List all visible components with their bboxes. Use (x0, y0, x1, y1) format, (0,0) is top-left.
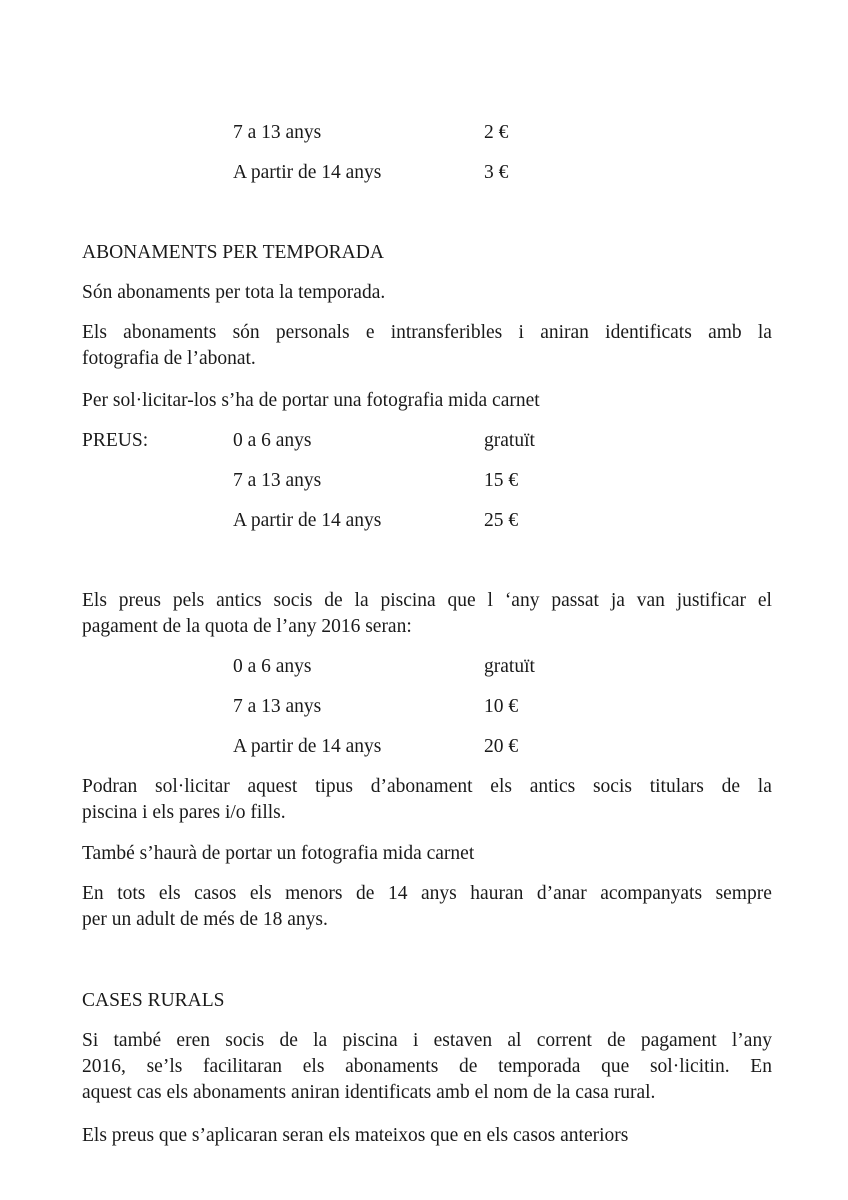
rural-paragraph-1 (82, 1028, 772, 1106)
members-price-value-2: 10 € (484, 696, 519, 717)
members-paragraph-3-line-1: En tots els casos els menors de 14 anys hauran d’anar acompanyats sempre (82, 883, 772, 904)
season-prices-label: PREUS: (82, 430, 149, 451)
season-paragraph-3: Per sol·licitar-los s’ha de portar una fotografia mida carnet (82, 390, 540, 411)
season-paragraph-2-line-2: fotografia de l’abonat. (82, 348, 256, 369)
rural-paragraph-1-line-1: Si també eren socis de la piscina i estaven al corrent de pagament l’any (82, 1030, 772, 1051)
members-price-value-3: 20 € (484, 736, 519, 757)
members-paragraph-1 (82, 774, 772, 826)
rural-paragraph-1-line-2: 2016, se’ls facilitaran els abonaments de temporada que sol·licitin. En (82, 1056, 772, 1077)
members-price-label-2: 7 a 13 anys (233, 696, 322, 717)
members-intro (82, 588, 772, 640)
top-price-label-1: 7 a 13 anys (233, 122, 322, 143)
members-paragraph-2: També s’haurà de portar un fotografia mida carnet (82, 843, 475, 864)
season-heading: ABONAMENTS PER TEMPORADA (82, 242, 384, 263)
rural-heading: CASES RURALS (82, 990, 225, 1011)
season-price-value-2: 15 € (484, 470, 519, 491)
season-price-label-3: A partir de 14 anys (233, 510, 382, 531)
members-paragraph-3 (82, 881, 772, 933)
season-paragraph-2 (82, 320, 772, 372)
members-intro-line-1: Els preus pels antics socis de la piscina que l ‘any passat ja van justificar el (82, 590, 772, 611)
members-price-value-1: gratuït (484, 656, 535, 677)
season-price-value-1: gratuït (484, 430, 535, 451)
season-price-label-1: 0 a 6 anys (233, 430, 312, 451)
season-paragraph-2-line-1: Els abonaments són personals e intransferibles i aniran identificats amb la (82, 322, 772, 343)
members-paragraph-3-line-2: per un adult de més de 18 anys. (82, 909, 328, 930)
top-price-value-1: 2 € (484, 122, 509, 143)
rural-paragraph-1-line-3: aquest cas els abonaments aniran identificats amb el nom de la casa rural. (82, 1082, 656, 1103)
members-paragraph-1-line-1: Podran sol·licitar aquest tipus d’abonament els antics socis titulars de la (82, 776, 772, 797)
top-price-label-2: A partir de 14 anys (233, 162, 382, 183)
members-price-label-1: 0 a 6 anys (233, 656, 312, 677)
members-price-label-3: A partir de 14 anys (233, 736, 382, 757)
season-price-label-2: 7 a 13 anys (233, 470, 322, 491)
members-intro-line-2: pagament de la quota de l’any 2016 seran: (82, 616, 412, 637)
season-paragraph-1: Són abonaments per tota la temporada. (82, 282, 386, 303)
rural-paragraph-2: Els preus que s’aplicaran seran els mateixos que en els casos anteriors (82, 1125, 629, 1146)
top-price-value-2: 3 € (484, 162, 509, 183)
members-paragraph-1-line-2: piscina i els pares i/o fills. (82, 802, 286, 823)
season-price-value-3: 25 € (484, 510, 519, 531)
